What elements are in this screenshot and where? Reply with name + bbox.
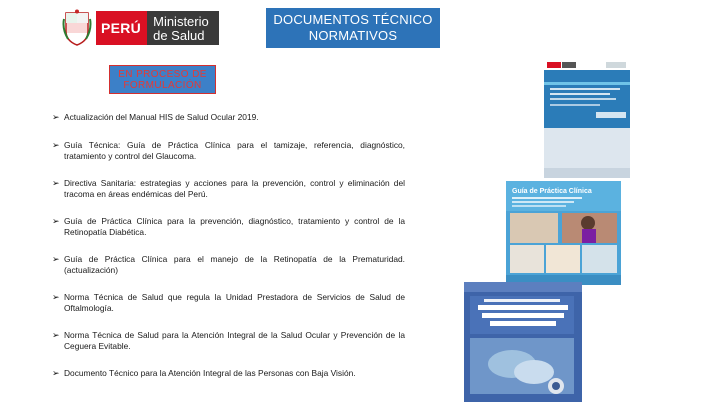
page-title: DOCUMENTOS TÉCNICO NORMATIVOS — [273, 12, 433, 43]
ministry-wordmark — [147, 11, 219, 45]
cataract-guide-cover-image — [464, 282, 582, 402]
list-item — [52, 216, 405, 239]
arrow-bullet-icon: ➢ — [52, 177, 60, 188]
arrow-bullet-icon: ➢ — [52, 329, 60, 340]
peru-wordmark — [96, 11, 147, 45]
arrow-bullet-icon: ➢ — [52, 253, 60, 264]
list-item-text: Documento Técnico para la Atención Integral de las Personas con Baja Visión. — [64, 367, 356, 378]
ministry-line-2: de Salud — [153, 28, 205, 43]
clinical-guide-cover-image — [506, 181, 621, 285]
list-item — [52, 140, 405, 163]
peru-label: PERÚ — [101, 20, 142, 36]
status-box — [109, 65, 216, 94]
list-item — [52, 178, 405, 201]
minsa-logo — [62, 8, 219, 48]
arrow-bullet-icon: ➢ — [52, 291, 60, 302]
page-title-banner — [266, 8, 440, 48]
coat-of-arms-icon — [62, 9, 92, 47]
list-item-text: Guía de Práctica Clínica para el manejo de la Retinopatía de la Prematuridad. (actualización) — [64, 253, 405, 275]
list-item — [52, 330, 405, 353]
ministry-line-1: Ministerio — [153, 14, 209, 29]
list-item-text: Directiva Sanitaria: estrategias y acciones para la prevención, control y eliminación del tracoma en áreas endémicas del Perú. — [64, 177, 405, 199]
status-label: EN PROCESO DE FORMULACIÓN — [118, 68, 207, 91]
list-item-text: Guía Técnica: Guía de Práctica Clínica para el tamizaje, referencia, diagnóstico, tratamiento y control del Glaucoma. — [64, 139, 405, 161]
arrow-bullet-icon: ➢ — [52, 215, 60, 226]
list-item — [52, 292, 405, 315]
list-item — [52, 254, 405, 277]
list-item-text: Guía de Práctica Clínica para la prevención, diagnóstico, tratamiento y control de la Retinopatía Diabética. — [64, 215, 405, 237]
cover2-heading: Guía de Práctica Clínica — [512, 188, 592, 195]
list-item-text: Norma Técnica de Salud que regula la Unidad Prestadora de Servicios de Salud de Oftalmología. — [64, 291, 405, 313]
list-item — [52, 368, 405, 380]
arrow-bullet-icon: ➢ — [52, 367, 60, 378]
list-item-text: Actualización del Manual HIS de Salud Ocular 2019. — [64, 112, 259, 122]
list-item-text: Norma Técnica de Salud para la Atención Integral de la Salud Ocular y Prevención de la Ceguera Evitable. — [64, 329, 405, 351]
arrow-bullet-icon: ➢ — [52, 112, 60, 122]
arrow-bullet-icon: ➢ — [52, 139, 60, 150]
glaucoma-guide-cover-image — [544, 60, 630, 178]
document-list — [52, 112, 405, 379]
list-item — [52, 112, 405, 124]
